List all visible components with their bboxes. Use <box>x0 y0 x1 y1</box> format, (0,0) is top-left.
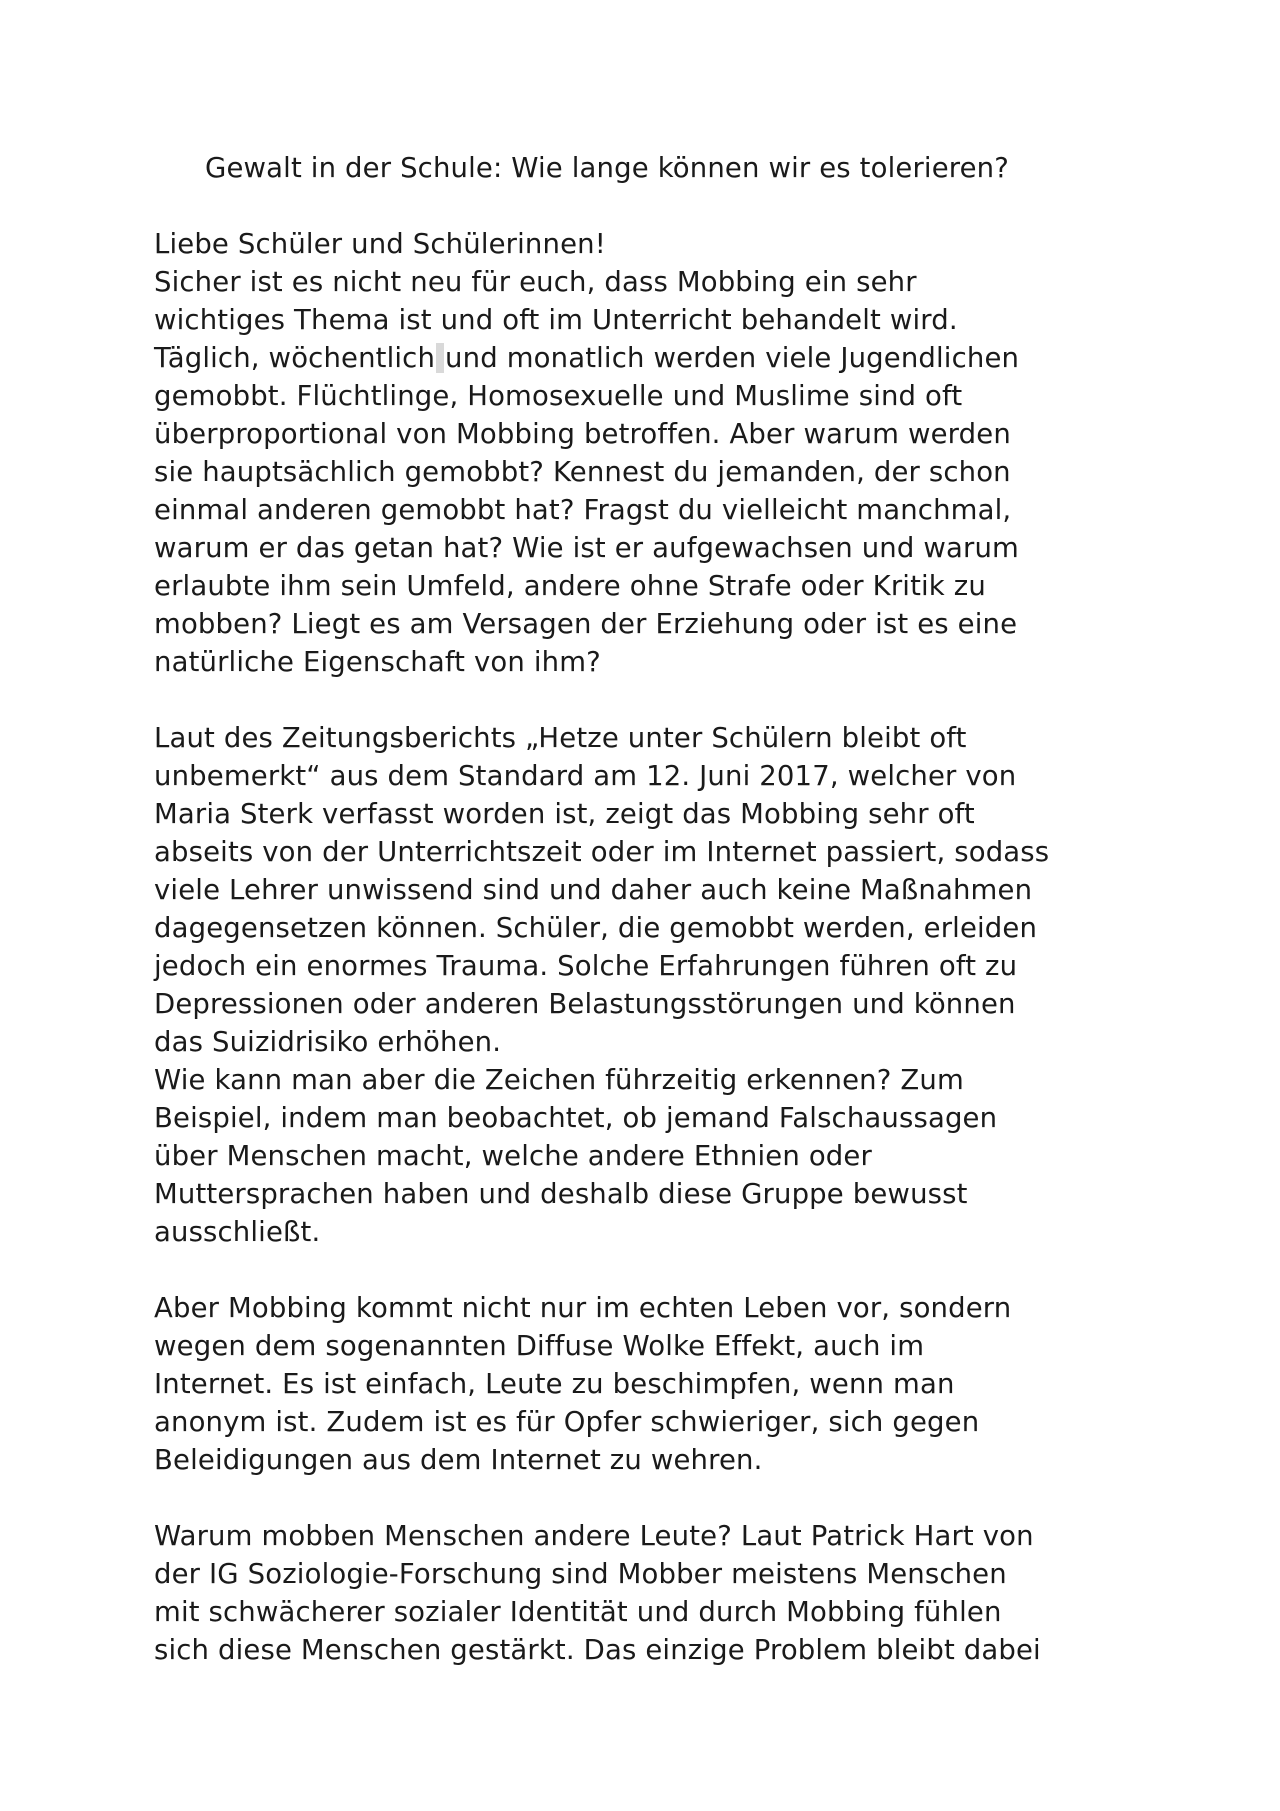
text-line: jedoch ein enormes Trauma. Solche Erfahrungen führen oft zu <box>154 950 1018 982</box>
text-line: Laut des Zeitungsberichts „Hetze unter Schülern bleibt oft <box>154 722 967 754</box>
text-line: über Menschen macht, welche andere Ethnien oder <box>154 1140 872 1172</box>
text-line: unbemerkt“ aus dem Standard am 12. Juni 2017, welcher von <box>154 760 1017 792</box>
text-line: warum er das getan hat? Wie ist er aufgewachsen und warum <box>154 532 1019 564</box>
blank-line <box>154 1251 1154 1289</box>
text-line: sich diese Menschen gestärkt. Das einzige Problem bleibt dabei <box>154 1634 1041 1666</box>
blank-line <box>154 187 1154 225</box>
text-line: Beleidigungen aus dem Internet zu wehren. <box>154 1444 763 1476</box>
text-line: gemobbt. Flüchtlinge, Homosexuelle und Muslime sind oft <box>154 380 963 412</box>
text-line: sie hauptsächlich gemobbt? Kennest du jemanden, der schon <box>154 456 1011 488</box>
text-line: Sicher ist es nicht neu für euch, dass Mobbing ein sehr <box>154 266 917 298</box>
text-line: abseits von der Unterrichtszeit oder im Internet passiert, sodass <box>154 836 1050 868</box>
text-line: das Suizidrisiko erhöhen. <box>154 1026 502 1058</box>
text-line: Maria Sterk verfasst worden ist, zeigt das Mobbing sehr oft <box>154 798 975 830</box>
text-segment: und monatlich werden viele Jugendlichen <box>445 342 1020 374</box>
salutation: Liebe Schüler und Schülerinnen! <box>154 228 606 260</box>
text-line: wegen dem sogenannten Diffuse Wolke Effekt, auch im <box>154 1330 925 1362</box>
text-line: natürliche Eigenschaft von ihm? <box>154 646 601 678</box>
blank-line <box>154 681 1154 719</box>
text-line: Muttersprachen haben und deshalb diese Gruppe bewusst <box>154 1178 968 1210</box>
text-segment: Täglich, wöchentlich <box>154 342 436 374</box>
text-line: Aber Mobbing kommt nicht nur im echten Leben vor, sondern <box>154 1292 1012 1324</box>
text-line-with-cursor <box>154 339 1154 377</box>
text-line: Beispiel, indem man beobachtet, ob jemand Falschaussagen <box>154 1102 998 1134</box>
text-line: dagegensetzen können. Schüler, die gemobbt werden, erleiden <box>154 912 1038 944</box>
text-line: Warum mobben Menschen andere Leute? Laut Patrick Hart von <box>154 1520 1034 1552</box>
blank-line <box>154 1479 1154 1517</box>
text-line: Internet. Es ist einfach, Leute zu beschimpfen, wenn man <box>154 1368 955 1400</box>
document-title: Gewalt in der Schule: Wie lange können wir es tolerieren? <box>205 152 1010 184</box>
text-line: viele Lehrer unwissend sind und daher auch keine Maßnahmen <box>154 874 1033 906</box>
text-line: mit schwächerer sozialer Identität und durch Mobbing fühlen <box>154 1596 1002 1628</box>
text-line: erlaubte ihm sein Umfeld, andere ohne Strafe oder Kritik zu <box>154 570 986 602</box>
text-line: einmal anderen gemobbt hat? Fragst du vielleicht manchmal, <box>154 494 1012 526</box>
text-line: überproportional von Mobbing betroffen. Aber warum werden <box>154 418 1011 450</box>
text-line: ausschließt. <box>154 1216 321 1248</box>
text-line: anonym ist. Zudem ist es für Opfer schwieriger, sich gegen <box>154 1406 980 1438</box>
text-line: Wie kann man aber die Zeichen führzeitig erkennen? Zum <box>154 1064 964 1096</box>
text-line: der IG Soziologie-Forschung sind Mobber meistens Menschen <box>154 1558 1007 1590</box>
text-line: mobben? Liegt es am Versagen der Erziehung oder ist es eine <box>154 608 1018 640</box>
text-line: wichtiges Thema ist und oft im Unterricht behandelt wird. <box>154 304 958 336</box>
text-cursor <box>436 343 444 373</box>
text-line: Depressionen oder anderen Belastungsstörungen und können <box>154 988 1016 1020</box>
document-body[interactable] <box>154 149 1154 1669</box>
